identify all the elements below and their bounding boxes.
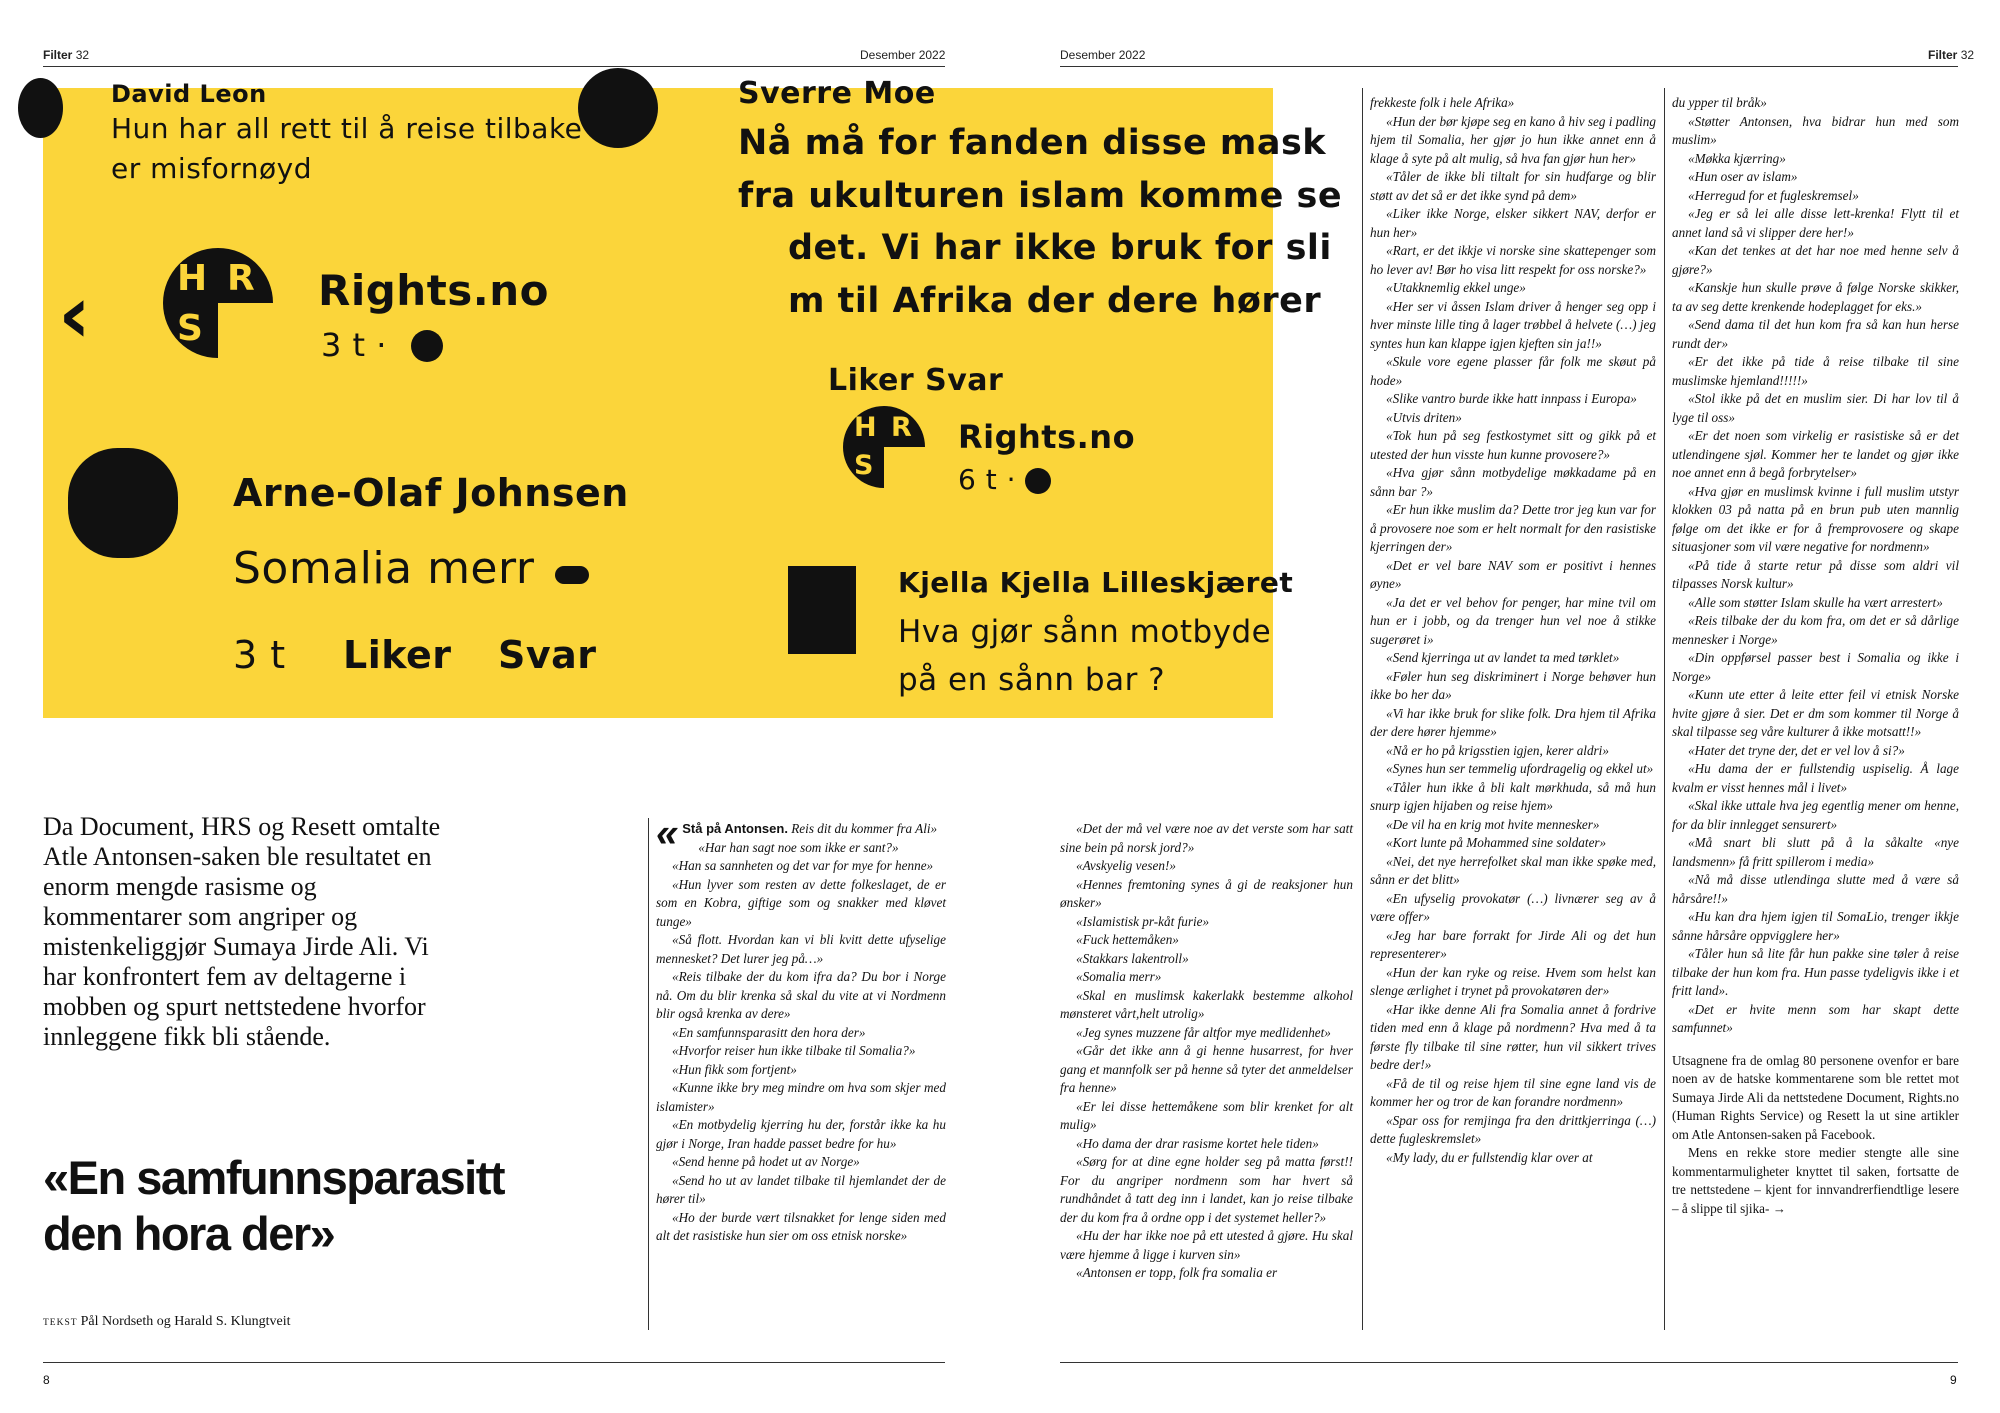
comment: «Det der må vel være noe av det verste som har satt sine bein på norsk jord?» xyxy=(1060,821,1353,855)
hrs-logo-icon: H R S xyxy=(163,248,273,358)
hrs-logo-icon: H R S xyxy=(843,406,925,488)
comment-text: Hva gjør sånn motbyde xyxy=(898,614,1272,650)
comment-text: det. Vi har ikke bruk for sli xyxy=(788,228,1332,268)
comment-text: på en sånn bar ? xyxy=(898,662,1166,698)
body-paragraph: Utsagnene fra de omlag 80 personene ovenfor er bare noen av de hatske kommentarene som ble rettet mot Sumaya Jirde Ali da nettstedene Document, Rights.no (Human Rights Service) og Resett la ut sine artikler om Atle Antonsen-saken på Facebook. xyxy=(1672,1052,1959,1142)
column-rule xyxy=(1664,88,1665,1330)
avatar-partial-1 xyxy=(18,78,63,138)
date-left: Desember 2022 xyxy=(860,48,946,62)
comment: «En ufyselig provokatør (…) livnærer seg av å være offer» xyxy=(1370,890,1656,924)
comment: «My lady, du er fullstendig klar over at xyxy=(1386,1149,1593,1165)
comment: «Hun der kan ryke og reise. Hvem som helst kan slenge ærlighet i trynet på provokatøren der» xyxy=(1370,964,1656,998)
comment-text: fra ukulturen islam komme se xyxy=(738,176,1343,216)
comment: «Så flott. Hvordan kan vi bli kvitt dette ufyselige mennesket? Det lurer jeg på…» xyxy=(656,932,946,966)
comments-column-4 xyxy=(1672,94,1959,1218)
comment: «Hun lyver som resten av dette folkeslaget, de er som en Kobra, giftige som og snakker med kløvet tunge» xyxy=(656,876,946,929)
first-comment-rest: Reis dit du kommer fra Ali» xyxy=(787,821,938,836)
footer-rule-right xyxy=(1060,1362,1958,1363)
comment: «Kan det tenkes at det har noe med henne selv å gjøre?» xyxy=(1672,243,1959,277)
issue-number: 32 xyxy=(75,48,90,62)
comment: «Jeg synes muzzene får altfor mye medlidenhet» xyxy=(1076,1024,1331,1040)
comment: «Nå må disse utlendinga slutte med å være så hårsåre!!» xyxy=(1672,872,1959,906)
first-comment-lead: Stå på Antonsen. xyxy=(682,821,788,836)
emoji-icon xyxy=(555,566,589,584)
comment: «Nei, det nye herrefolket skal man ikke spøke med, sånn er det blitt» xyxy=(1370,853,1656,887)
comment-text: er misfornøyd xyxy=(111,152,313,185)
comment: «Hu dama der er fullstendig uspiselig. Å lage kvalm er visst hennes mål i livet» xyxy=(1672,761,1959,795)
comment: «Er det noen som virkelig er rasistiske så er det utlendingene sjøl. Kommer her te landet og gjør ikke noe annet enn å begå forbrytelser» xyxy=(1672,428,1959,480)
comment: «Må snart bli slutt på å la såkalte «nye landsmenn» få fritt spillerom i media» xyxy=(1672,835,1959,869)
comment: «Kunne ikke bry meg mindre om hva som skjer med islamister» xyxy=(656,1080,946,1114)
comment: «Rart, er det ikkje vi norske sine skattepenger som ho lever av! Bør ho visa litt respekt for oss norske?» xyxy=(1370,243,1656,277)
comment: «Alle som støtter Islam skulle ha vært arrestert» xyxy=(1688,594,1943,610)
commenter-name: Arne-Olaf Johnsen xyxy=(233,471,629,515)
running-header-right xyxy=(1928,48,1974,62)
comment: «Send ho ut av landet tilbake til hjemlandet der de hører til» xyxy=(656,1172,946,1206)
page-number-left: 8 xyxy=(43,1373,50,1387)
comment: «Hater det tryne der, det er vel lov å si?» xyxy=(1688,742,1905,758)
like-link: Liker xyxy=(343,633,452,677)
comment: «Avskyelig vesen!» xyxy=(1076,858,1176,873)
comment: «Jeg har bare forrakt for Jirde Ali og det hun representerer» xyxy=(1370,927,1656,961)
comment: «Fuck hettemåken» xyxy=(1076,932,1179,947)
comments-column-3 xyxy=(1370,94,1656,1167)
page-number-right: 9 xyxy=(1950,1373,1957,1387)
comment: «Hva gjør sånn motbydelige møkkadame på en sånn bar ?» xyxy=(1370,465,1656,499)
article-headline xyxy=(43,1150,603,1262)
magazine-name: Filter xyxy=(43,48,73,62)
globe-icon xyxy=(1025,468,1051,494)
header-rule-left xyxy=(43,66,945,67)
post-meta: 6 t · xyxy=(958,463,1016,496)
page-name: Rights.no xyxy=(958,418,1136,456)
comment-text: m til Afrika der dere hører xyxy=(788,281,1322,321)
headline-line-2: den hora der» xyxy=(43,1207,335,1260)
globe-icon xyxy=(411,330,443,362)
comment: «Er det ikke på tide å reise tilbake til sine muslimske hjemland!!!!!» xyxy=(1672,354,1959,388)
magazine-name-right: Filter xyxy=(1928,48,1958,62)
page-name: Rights.no xyxy=(318,266,549,315)
byline xyxy=(43,1314,291,1330)
column-rule xyxy=(1362,88,1363,1330)
comment: «Somalia merr» xyxy=(1076,969,1162,984)
comment: «Hun fikk som fortjent» xyxy=(672,1061,797,1077)
comment: «Synes hun ser temmelig ufordragelig og ekkel ut» xyxy=(1386,761,1654,776)
comment: «Støtter Antonsen, hva bidrar hun med som muslim» xyxy=(1672,113,1959,147)
comment: «Hvorfor reiser hun ikke tilbake til Somalia?» xyxy=(672,1043,916,1058)
comment: «Send dama til det hun kom fra så kan hun herse rundt der» xyxy=(1672,317,1959,351)
comment-text: Somalia merr xyxy=(233,543,535,594)
comment: du ypper til bråk» xyxy=(1672,95,1767,110)
comment: «Møkka kjærring» xyxy=(1688,150,1786,166)
comment: «Reis tilbake der du kom fra, om det er så dårlige mennesker i Norge» xyxy=(1672,613,1959,647)
comment: «Hu kan dra hjem igjen til SomaLio, trenger ikkje sånne hårsåre oppvigglere her» xyxy=(1672,909,1959,943)
running-header-left xyxy=(43,48,89,62)
column-rule xyxy=(648,818,649,1330)
comment: «Utvis driten» xyxy=(1386,409,1462,425)
comment: «På tide å starte retur på disse som aldri vil tilpasses Norsk kultur» xyxy=(1672,557,1959,591)
comment: «En samfunnsparasitt den hora der» xyxy=(672,1024,866,1040)
header-rule-right xyxy=(1060,66,1958,67)
quote-mark-icon: « xyxy=(656,811,679,855)
lead-paragraph: Da Document, HRS og Resett omtalte Atle Antonsen-saken ble resultatet en enorm mengde rasisme og kommentarer som angriper og mistenkeliggjør Sumaya Jirde Ali. Vi har konfrontert fem av deltagerne i mobben og spurt nettstedene hvorfor innleggene fikk bli stående. xyxy=(43,812,441,1051)
comment: «Skal en muslimsk kakerlakk bestemme alkohol mønsteret vårt,helt utrolig» xyxy=(1060,987,1353,1021)
comment: «Skal ikke uttale hva jeg egentlig mener om henne, for da blir innlegget sensurert» xyxy=(1672,798,1959,832)
comment: «Hun oser av islam» xyxy=(1688,169,1798,184)
date-right: Desember 2022 xyxy=(1060,48,1146,62)
byline-label: TEKST xyxy=(43,1318,78,1328)
commenter-name: Kjella Kjella Lilleskjæret xyxy=(898,566,1294,599)
comment: «Hva gjør en muslimsk kvinne i full muslim utstyr klokken 03 på natta på en brun pub uten mannlig følge om det ikke er for å fremprovosere og skape situasjoner som vil være negative for nordmenn» xyxy=(1672,483,1959,554)
comment: «Her ser vi åssen Islam driver å henger seg opp i hver minste lille ting å lager trøbbel å helvete (…) jeg syntes hun kan klappe igjen kjeften sin ja!!» xyxy=(1370,298,1656,351)
back-chevron-icon: ‹ xyxy=(58,268,92,361)
commenter-name: Sverre Moe xyxy=(738,76,936,111)
comment: «Kort lunte på Mohammed sine soldater» xyxy=(1386,835,1607,850)
like-reply-row: Liker Svar xyxy=(828,363,1004,398)
comment: «Spar oss for remjinga fra den drittkjerringa (…) dette fugleskremslet» xyxy=(1370,1112,1656,1146)
comment: «Jeg er så lei alle disse lett-krenka! Flytt til et annet land så vi slipper dere her!» xyxy=(1672,206,1959,240)
comment: «Hennes fremtoning synes å gi de reaksjoner hun ønsker» xyxy=(1060,876,1353,910)
comment: «Din oppførsel passer best i Somalia og ikke i Norge» xyxy=(1672,650,1959,684)
comment: «Skule vore egene plasser får folk me skøut på hode» xyxy=(1370,354,1656,388)
comment: «Går det ikke ann å gi henne husarrest, for hver gang et mannfolk ser på henne så tyter det anmeldelser fra henne» xyxy=(1060,1043,1353,1095)
comment: «Send henne på hodet ut av Norge» xyxy=(672,1154,860,1169)
comment: «Ja det er vel behov for penger, har mine tvil om hun er i jobb, og da trenger hun vel noe å stikke sugerøret i» xyxy=(1370,594,1656,647)
post-meta: 3 t · xyxy=(321,326,387,364)
avatar-arne xyxy=(68,448,178,558)
comment: «Tåler hun så lite får hun pakke sine tøler å reise tilbake der hun kom fra. Hun passe tydeligvis ikke i et fritt land». xyxy=(1672,946,1959,998)
comment: «Ho dama der drar rasisme kortet hele tiden» xyxy=(1076,1135,1319,1151)
headline-line-1: «En samfunnsparasitt xyxy=(43,1151,505,1204)
comment: «Det er vel bare NAV som er positivt i hennes øyne» xyxy=(1370,557,1656,591)
comment: «Liker ikke Norge, elsker sikkert NAV, derfor er hun her» xyxy=(1370,206,1656,240)
commenter-name: David Leon xyxy=(111,80,267,108)
comment: «Reis tilbake der du kom ifra da? Du bor i Norge nå. Om du blir krenka så skal du vite at vi Nordmenn blir også krenka av dere» xyxy=(656,969,946,1021)
comment: «Sørg for at dine egne holder seg på matta først!! For du angriper nordmenn som har hvert så rundhåndet å tatt deg inn i landet, kan jo reise tilbake der du kom fra å ordne opp i det systemet heller?» xyxy=(1060,1154,1353,1225)
comment: «Antonsen er topp, folk fra somalia er xyxy=(1076,1265,1278,1280)
comment: «Tåler hun ikke å bli kalt mørkhuda, så må hun snurp igjen hijaben og reise hjem» xyxy=(1370,779,1656,813)
comment: «En motbydelig kjerring hu der, forstår ikke ka hu gjør i Norge, Iran hadde passet bedre for hu» xyxy=(656,1117,946,1151)
reply-link: Svar xyxy=(498,633,597,677)
comment: «Send kjerringa ut av landet ta med tørklet» xyxy=(1386,650,1620,665)
facebook-comments-image xyxy=(43,76,1343,718)
comment: «Er hun ikke muslim da? Dette tror jeg kun var for å provosere noe som er helt normalt for den rasistiske kjerringen der» xyxy=(1370,502,1656,554)
comment: «Nå er ho på krigsstien igjen, kerer aldri» xyxy=(1386,742,1609,758)
comment: «De vil ha en krig mot hvite mennesker» xyxy=(1386,816,1600,832)
comment: «Vi har ikke bruk for slike folk. Dra hjem til Afrika der dere hører hjemme» xyxy=(1370,705,1656,739)
comment: «Føler hun seg diskriminert i Norge behøver hun ikke bo her da» xyxy=(1370,668,1656,702)
comment: «Det er hvite menn som har skapt dette samfunnet» xyxy=(1672,1001,1959,1035)
footer-rule-left xyxy=(43,1362,945,1363)
comment: «Slike vantro burde ikke hatt innpass i Europa» xyxy=(1386,391,1637,406)
avatar-partial-2 xyxy=(578,68,658,148)
comment: «Er lei disse hettemåkene som blir krenket for alt mulig» xyxy=(1060,1098,1353,1132)
comment: «Hu der har ikke noe på ett utested å gjøre. Hu skal være hjemme å ligge i kurven sin» xyxy=(1060,1228,1353,1262)
comment: «Tok hun på seg festkostymet sitt og gikk på et utested der hun visste hun kunne provosere?» xyxy=(1370,428,1656,462)
byline-authors: Pål Nordseth og Harald S. Klungtveit xyxy=(80,1314,291,1329)
comment-text: Hun har all rett til å reise tilbake xyxy=(111,112,583,145)
comment: «Kanskje hun skulle prøve å følge Norske skikker, ta av seg dette krenkende hodeplagget for eks.» xyxy=(1672,280,1959,314)
comment: frekkeste folk i hele Afrika» xyxy=(1370,95,1515,110)
comment: «Herregud for et fugleskremsel» xyxy=(1688,187,1859,203)
issue-number-right: 32 xyxy=(1960,48,1975,62)
comment: «Stakkars lakentroll» xyxy=(1076,950,1189,966)
comment: «Kunn ute etter å leite etter feil vi etnisk Norske hvite gjøre å sier. Det er dm som kommer til Norge å skal tilpasse seg våre kulturer å ikke motsatt!!» xyxy=(1672,687,1959,739)
comment: «Tåler de ikke bli tiltalt for sin hudfarge og blir støtt av det så er det ikke synd på dem» xyxy=(1370,169,1656,203)
comment: «Få de til og reise hjem til sine egne land vis de kommer her og tror de kan forandre nordmenn» xyxy=(1370,1075,1656,1109)
avatar-kjella xyxy=(788,566,856,654)
body-paragraph: Mens en rekke store medier stengte alle sine kommentarmuligheter knyttet til saken, fortsatte de tre nettstedene – kjent for innvandrerfiendtlige lesere – å slippe til sjika- → xyxy=(1672,1145,1959,1216)
comment: «Har han sagt noe som ikke er sant?» xyxy=(698,839,899,855)
comment-time: 3 t xyxy=(233,633,286,677)
comment: «Islamistisk pr-kåt furie» xyxy=(1076,913,1210,929)
comment: «Ho der burde vært tilsnakket for lenge siden med alt det rasistiske hun sier om oss etnisk norske» xyxy=(656,1209,946,1243)
comment: «Stol ikke på det en muslim sier. Di har lov til å lyge til oss» xyxy=(1672,391,1959,425)
comment: «Han sa sannheten og det var for mye for henne» xyxy=(672,858,934,873)
comment: «Hun der bør kjøpe seg en kano å hiv seg i padling hjem til Somalia, her gjør jo hun ikke annet enn å klage å syte på alt mulig, så hva fan gjør hun her» xyxy=(1370,113,1656,166)
comment: «Har ikke denne Ali fra Somalia annet å fordrive tiden med enn å klage på nordmenn? Hva med å ta første fly tilbake til sine røtter, hun vil sikkert trives bedre der!» xyxy=(1370,1001,1656,1072)
comment-text: Nå må for fanden disse mask xyxy=(738,123,1327,163)
comments-column-2 xyxy=(1060,820,1353,1283)
comments-column-1 xyxy=(656,811,946,1246)
comment: «Utakknemlig ekkel unge» xyxy=(1386,280,1526,295)
